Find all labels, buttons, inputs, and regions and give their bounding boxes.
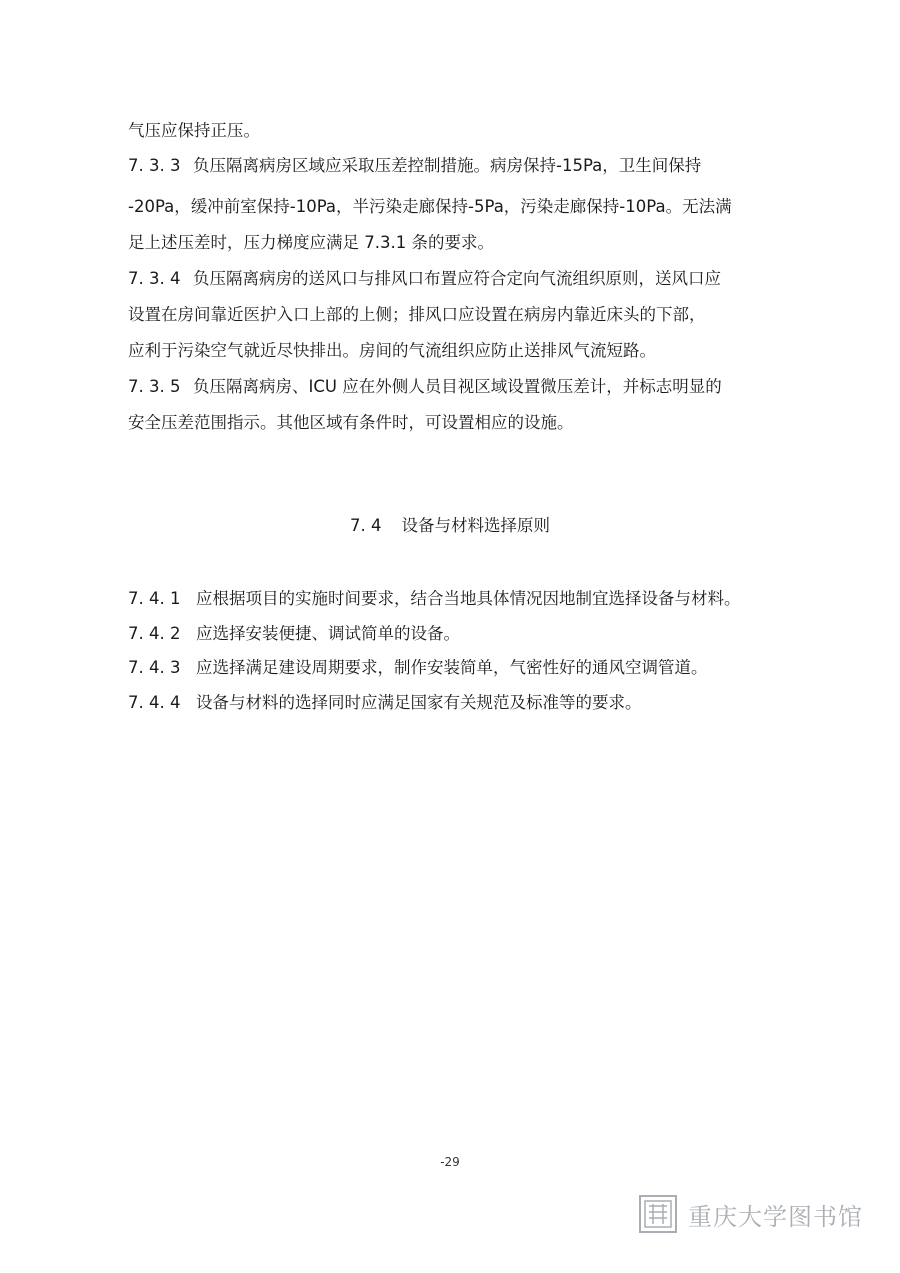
clause-7-3-3 xyxy=(128,155,701,177)
clause-text: 应选择安装便捷、调试简单的设备。 xyxy=(196,624,460,643)
line-text: 气压应保持正压。 xyxy=(128,121,260,140)
paragraph-line xyxy=(128,304,706,326)
section-number: 7. 4 xyxy=(350,516,382,535)
clause-text: 负压隔离病房区域应采取压差控制措施。病房保持-15Pa，卫生间保持 xyxy=(193,156,702,175)
clause-text: 负压隔离病房的送风口与排风口布置应符合定向气流组织原则，送风口应 xyxy=(193,269,721,288)
line-text: -20Pa，缓冲前室保持-10Pa，半污染走廊保持-5Pa，污染走廊保持-10Pa。无法满 xyxy=(128,197,732,216)
paragraph-line xyxy=(128,196,732,218)
clause-7-4-3 xyxy=(128,657,708,679)
clause-number: 7. 4. 3 xyxy=(128,658,181,677)
line-text: 应利于污染空气就近尽快排出。房间的气流组织应防止送排风气流短路。 xyxy=(128,341,656,360)
clause-7-3-5 xyxy=(128,376,722,398)
section-heading-7-4 xyxy=(0,515,900,537)
page-number: -29 xyxy=(440,1155,460,1169)
section-title: 设备与材料选择原则 xyxy=(401,516,550,535)
library-watermark xyxy=(638,1192,863,1236)
clause-7-3-4 xyxy=(128,268,721,290)
watermark-text: 重庆大学图书馆 xyxy=(688,1202,863,1231)
library-seal-icon xyxy=(638,1194,678,1234)
line-text: 安全压差范围指示。其他区域有条件时，可设置相应的设施。 xyxy=(128,413,574,432)
clause-text: 负压隔离病房、ICU 应在外侧人员目视区域设置微压差计，并标志明显的 xyxy=(193,377,722,396)
clause-number: 7. 4. 2 xyxy=(128,624,181,643)
clause-number: 7. 3. 3 xyxy=(128,156,181,175)
paragraph-line xyxy=(128,232,494,254)
clause-7-4-1 xyxy=(128,588,741,610)
clause-text: 应选择满足建设周期要求，制作安装简单，气密性好的通风空调管道。 xyxy=(196,658,708,677)
clause-7-4-4 xyxy=(128,692,642,714)
clause-text: 设备与材料的选择同时应满足国家有关规范及标准等的要求。 xyxy=(196,693,642,712)
paragraph-line xyxy=(128,340,656,362)
clause-number: 7. 4. 1 xyxy=(128,589,181,608)
clause-number: 7. 3. 5 xyxy=(128,377,181,396)
line-text: 足上述压差时，压力梯度应满足 7.3.1 条的要求。 xyxy=(128,233,494,252)
paragraph-line xyxy=(128,412,574,434)
clause-7-4-2 xyxy=(128,623,460,645)
clause-number: 7. 4. 4 xyxy=(128,693,181,712)
line-text: 设置在房间靠近医护入口上部的上侧；排风口应设置在病房内靠近床头的下部， xyxy=(128,305,706,324)
clause-text: 应根据项目的实施时间要求，结合当地具体情况因地制宜选择设备与材料。 xyxy=(196,589,741,608)
paragraph-line xyxy=(128,120,260,142)
clause-number: 7. 3. 4 xyxy=(128,269,181,288)
